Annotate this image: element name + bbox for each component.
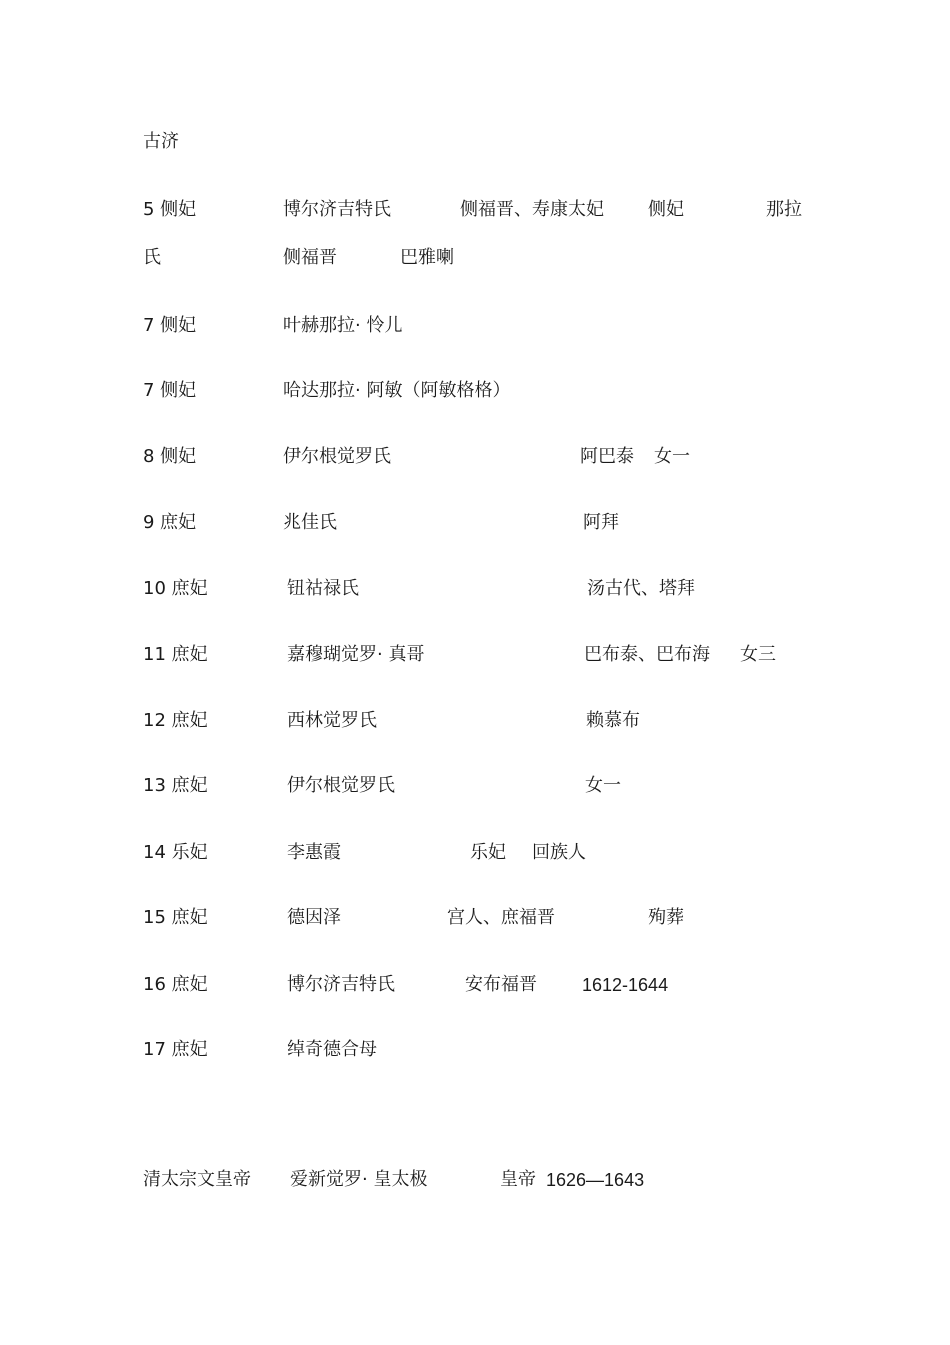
emperor-reign-years: 1626—1643 <box>546 1170 645 1190</box>
consort-name: 绰奇德合母 <box>287 1039 377 1060</box>
consort-rank: 16 庶妃 <box>143 974 208 995</box>
consort-rank: 15 庶妃 <box>143 907 208 928</box>
emperor-name: 爱新觉罗· 皇太极 <box>290 1169 428 1190</box>
consort-rank: 侧妃 <box>648 199 684 220</box>
consort-title: 侧福晋、寿康太妃 <box>460 199 604 220</box>
consort-rank: 7 侧妃 <box>143 380 197 401</box>
text-line-header: 古济 <box>143 131 179 152</box>
consort-rank: 10 庶妃 <box>143 578 208 599</box>
consort-name: 德因泽 <box>287 907 341 928</box>
consort-note: 回族人 <box>532 842 586 863</box>
consort-children: 阿拜 <box>583 512 619 533</box>
consort-name: 嘉穆瑚觉罗· 真哥 <box>287 644 425 665</box>
consort-children: 阿巴泰 <box>580 446 634 467</box>
consort-name: 伊尔根觉罗氏 <box>287 775 395 796</box>
emperor-rank: 皇帝 <box>500 1169 536 1190</box>
consort-name: 叶赫那拉· 怜儿 <box>283 315 403 336</box>
consort-rank: 13 庶妃 <box>143 775 208 796</box>
consort-name: 博尔济吉特氏 <box>287 974 395 995</box>
consort-title: 安布福晋 <box>465 974 537 995</box>
consort-name: 伊尔根觉罗氏 <box>283 446 391 467</box>
consort-rank: 9 庶妃 <box>143 512 197 533</box>
consort-note: 殉葬 <box>648 907 684 928</box>
consort-years: 1612-1644 <box>582 975 669 995</box>
consort-rank: 5 侧妃 <box>143 199 197 220</box>
consort-rank: 17 庶妃 <box>143 1039 208 1060</box>
consort-name: 那拉 <box>766 199 802 220</box>
consort-rank: 8 侧妃 <box>143 446 197 467</box>
consort-title: 宫人、庶福晋 <box>447 907 555 928</box>
consort-children: 赖慕布 <box>586 710 640 731</box>
consort-name-continued: 氏 <box>143 247 161 268</box>
emperor-title: 清太宗文皇帝 <box>143 1169 251 1190</box>
consort-children: 女三 <box>740 644 776 665</box>
consort-name: 钮祜禄氏 <box>287 578 359 599</box>
consort-children: 巴雅喇 <box>400 247 454 268</box>
consort-title: 乐妃 <box>470 842 506 863</box>
consort-children: 女一 <box>585 775 621 796</box>
consort-children: 女一 <box>654 446 690 467</box>
consort-name: 李惠霞 <box>287 842 341 863</box>
consort-name: 博尔济吉特氏 <box>283 199 391 220</box>
consort-title: 侧福晋 <box>283 247 337 268</box>
consort-name: 西林觉罗氏 <box>287 710 377 731</box>
consort-rank: 7 侧妃 <box>143 315 197 336</box>
consort-rank: 14 乐妃 <box>143 842 208 863</box>
consort-name: 哈达那拉· 阿敏（阿敏格格） <box>283 380 511 401</box>
consort-rank: 11 庶妃 <box>143 644 208 665</box>
consort-children: 巴布泰、巴布海 <box>584 644 710 665</box>
consort-children: 汤古代、塔拜 <box>587 578 695 599</box>
consort-rank: 12 庶妃 <box>143 710 208 731</box>
consort-name: 兆佳氏 <box>283 512 337 533</box>
